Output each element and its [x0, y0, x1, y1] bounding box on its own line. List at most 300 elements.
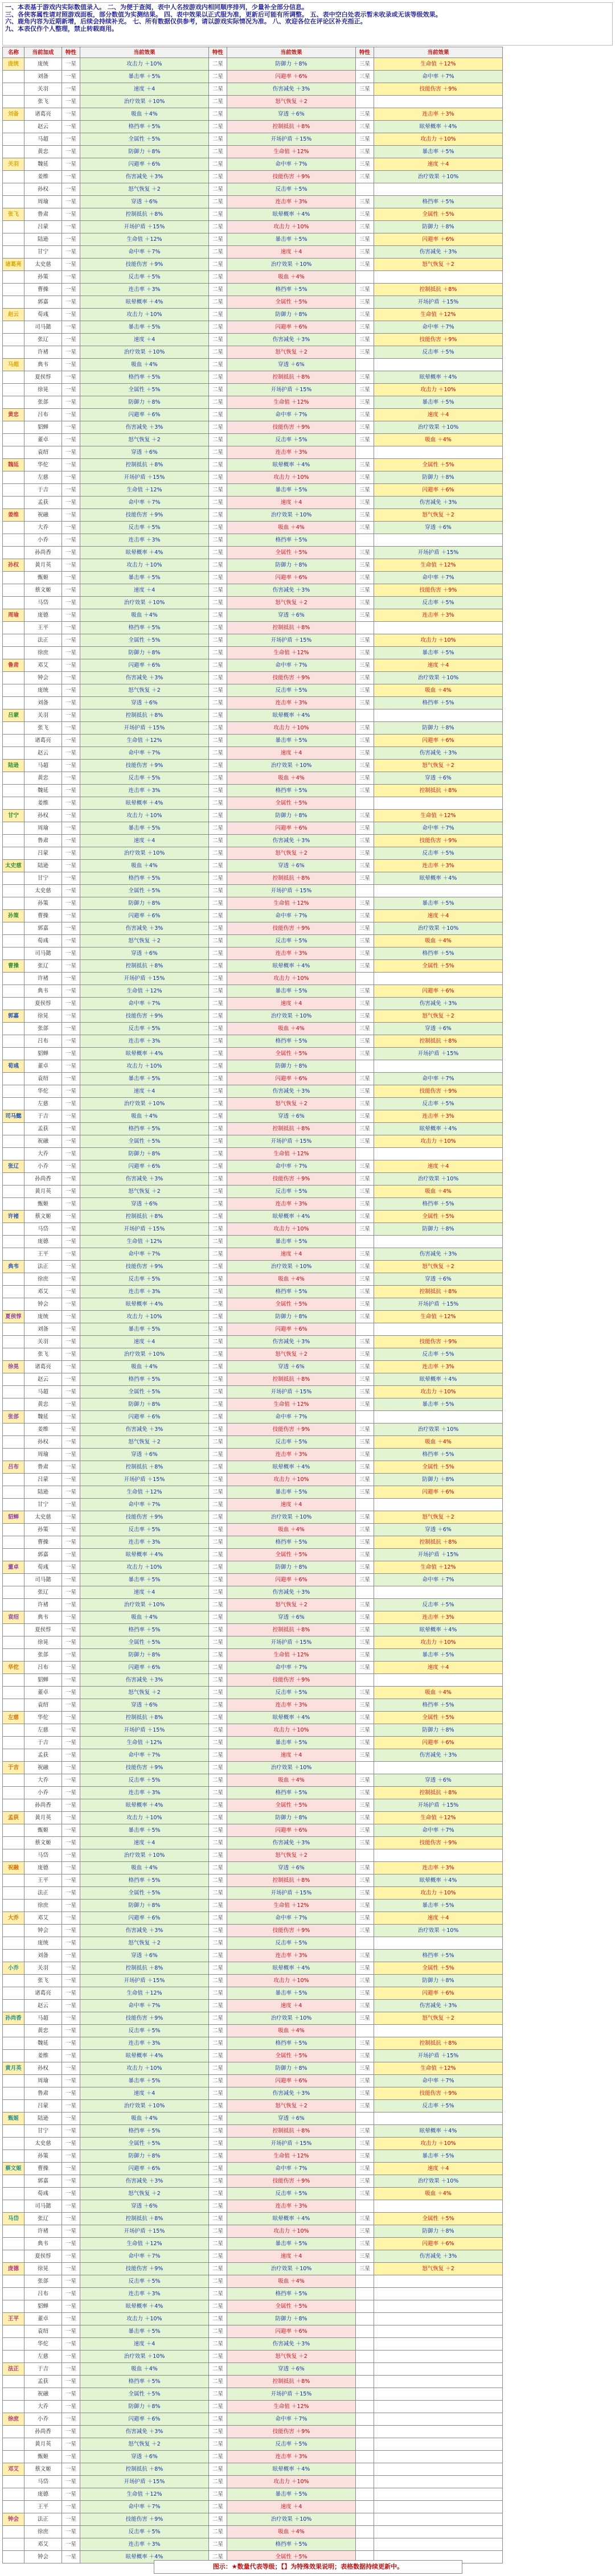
effect-cell: 暴击率 ＋5% — [227, 2488, 356, 2501]
effect-cell: 技能伤害 ＋9% — [374, 835, 503, 847]
effect-cell: 技能伤害 ＋9% — [374, 584, 503, 597]
row-spacer — [503, 1361, 613, 1373]
bonus-cell: 大乔 — [24, 1774, 62, 1787]
effect-cell: 穿透 ＋6% — [374, 522, 503, 534]
hero-name — [3, 2125, 24, 2138]
row-spacer — [503, 747, 613, 760]
trait-cell: 三星 — [356, 634, 374, 647]
effect-cell: 技能伤害 ＋9% — [80, 1261, 209, 1273]
trait-cell: 一星 — [62, 334, 80, 346]
hero-name — [3, 973, 24, 985]
trait-cell: 一星 — [62, 1123, 80, 1135]
bonus-cell: 徐晃 — [24, 1010, 62, 1023]
hero-name — [3, 371, 24, 384]
row-spacer — [503, 1975, 613, 1987]
trait-cell — [356, 2288, 374, 2300]
bonus-cell: 张飞 — [24, 1975, 62, 1987]
hero-name: 蔡文姬 — [3, 2163, 24, 2175]
row-spacer — [503, 910, 613, 922]
bonus-cell: 法正 — [24, 634, 62, 647]
row-spacer — [503, 371, 613, 384]
trait-cell: 一星 — [62, 1060, 80, 1073]
hero-name — [3, 2000, 24, 2012]
trait-cell: 一星 — [62, 2113, 80, 2125]
effect-cell: 怒气恢复 ＋2 — [80, 2438, 209, 2451]
effect-cell: 速度 ＋4 — [80, 1085, 209, 1098]
trait-cell: 二星 — [209, 2401, 227, 2413]
hero-name — [3, 1123, 24, 1135]
trait-cell: 一星 — [62, 2025, 80, 2037]
effect-cell: 怒气恢复 ＋2 — [227, 2351, 356, 2363]
effect-cell — [374, 2113, 503, 2125]
trait-cell: 二星 — [209, 396, 227, 409]
trait-cell: 三星 — [356, 1925, 374, 1937]
row-spacer — [503, 1787, 613, 1799]
trait-cell — [356, 2401, 374, 2413]
bonus-cell: 黄月英 — [24, 1186, 62, 1198]
effect-cell: 穿透 ＋6% — [227, 2113, 356, 2125]
hero-name — [3, 71, 24, 83]
hero-name — [3, 1887, 24, 1900]
bonus-cell: 袁绍 — [24, 446, 62, 459]
trait-cell: 三星 — [356, 1712, 374, 1724]
bonus-cell: 甄姬 — [24, 1824, 62, 1837]
table-row — [3, 822, 613, 835]
trait-cell: 三星 — [356, 1787, 374, 1799]
trait-cell: 二星 — [209, 1799, 227, 1812]
row-spacer — [503, 259, 613, 271]
bonus-cell: 曹操 — [24, 910, 62, 922]
effect-cell: 攻击力 ＋10% — [80, 1060, 209, 1073]
trait-cell — [356, 2200, 374, 2213]
table-row — [3, 2125, 613, 2138]
effect-cell: 反击率 ＋5% — [227, 1186, 356, 1198]
table-row — [3, 421, 613, 434]
effect-cell: 怒气恢复 ＋2 — [80, 183, 209, 196]
table-row — [3, 1536, 613, 1549]
table-row — [3, 609, 613, 622]
bonus-cell: 甄姬 — [24, 572, 62, 584]
row-spacer — [503, 1912, 613, 1925]
trait-cell: 二星 — [209, 2426, 227, 2438]
trait-cell: 二星 — [209, 271, 227, 284]
bonus-cell: 大乔 — [24, 2401, 62, 2413]
trait-cell: 二星 — [209, 885, 227, 897]
table-row — [3, 497, 613, 509]
hero-name: 司马懿 — [3, 1110, 24, 1123]
bonus-cell: 蔡文姬 — [24, 2463, 62, 2476]
trait-cell: 二星 — [209, 534, 227, 547]
trait-cell: 二星 — [209, 1223, 227, 1236]
trait-cell: 二星 — [209, 221, 227, 233]
effect-cell: 速度 ＋4 — [80, 835, 209, 847]
hero-name — [3, 622, 24, 634]
table-row — [3, 2037, 613, 2050]
row-spacer — [503, 446, 613, 459]
table-row — [3, 396, 613, 409]
effect-cell — [374, 709, 503, 722]
bonus-cell: 刘备 — [24, 1950, 62, 1962]
trait-cell: 三星 — [356, 1035, 374, 1048]
effect-cell: 暴击率 ＋5% — [227, 484, 356, 497]
effect-cell: 怒气恢复 ＋2 — [227, 1348, 356, 1361]
row-spacer — [503, 171, 613, 183]
table-row — [3, 1862, 613, 1874]
hero-name — [3, 2501, 24, 2513]
trait-cell: 三星 — [356, 108, 374, 121]
trait-cell: 二星 — [209, 1211, 227, 1223]
bonus-cell: 徐庶 — [24, 1900, 62, 1912]
trait-cell: 一星 — [62, 672, 80, 684]
trait-cell: 三星 — [356, 1048, 374, 1060]
effect-cell: 吸血 ＋4% — [374, 2188, 503, 2200]
effect-cell: 穿透 ＋6% — [227, 1110, 356, 1123]
effect-cell: 开场护盾 ＋15% — [374, 547, 503, 559]
row-spacer — [503, 509, 613, 522]
hero-name — [3, 2376, 24, 2388]
hero-name — [3, 1223, 24, 1236]
trait-cell: 二星 — [209, 2363, 227, 2376]
effect-cell: 眩晕概率 ＋4% — [80, 2050, 209, 2062]
trait-cell: 二星 — [209, 1098, 227, 1110]
effect-cell: 治疗效果 ＋10% — [374, 2175, 503, 2188]
effect-cell: 治疗效果 ＋10% — [227, 1511, 356, 1524]
trait-cell: 二星 — [209, 1436, 227, 1449]
effect-cell: 攻击力 ＋10% — [227, 221, 356, 233]
effect-cell: 速度 ＋4 — [80, 1837, 209, 1849]
effect-cell: 技能伤害 ＋9% — [227, 1424, 356, 1436]
trait-cell: 二星 — [209, 1474, 227, 1486]
trait-cell: 二星 — [209, 2125, 227, 2138]
trait-cell: 三星 — [356, 547, 374, 559]
trait-cell: 三星 — [356, 146, 374, 158]
trait-cell: 三星 — [356, 2050, 374, 2062]
trait-cell: 二星 — [209, 910, 227, 922]
effect-cell: 控制抵抗 ＋8% — [374, 2037, 503, 2050]
hero-name — [3, 847, 24, 860]
bonus-cell: 姜维 — [24, 171, 62, 183]
row-spacer — [503, 2238, 613, 2250]
hero-name — [3, 1436, 24, 1449]
effect-cell: 伤害减免 ＋3% — [227, 584, 356, 597]
trait-cell: 二星 — [209, 998, 227, 1010]
row-spacer — [503, 2037, 613, 2050]
hero-name — [3, 334, 24, 346]
effect-cell: 眩晕概率 ＋4% — [80, 296, 209, 309]
table-row — [3, 133, 613, 146]
trait-cell: 二星 — [209, 1148, 227, 1160]
hero-name — [3, 1035, 24, 1048]
row-spacer — [503, 1060, 613, 1073]
trait-cell: 三星 — [356, 1987, 374, 2000]
trait-cell: 二星 — [209, 1123, 227, 1135]
effect-cell: 眩晕概率 ＋4% — [374, 121, 503, 133]
effect-cell: 开场护盾 ＋15% — [80, 1474, 209, 1486]
effect-cell: 全属性 ＋5% — [80, 2138, 209, 2150]
trait-cell: 三星 — [356, 835, 374, 847]
effect-cell: 全属性 ＋5% — [227, 797, 356, 810]
effect-cell: 穿透 ＋6% — [227, 860, 356, 872]
table-row — [3, 2288, 613, 2300]
trait-cell: 二星 — [209, 2213, 227, 2225]
bonus-cell: 庞统 — [24, 684, 62, 697]
effect-cell: 闪避率 ＋6% — [227, 1323, 356, 1336]
table-row — [3, 735, 613, 747]
trait-cell: 一星 — [62, 1148, 80, 1160]
effect-cell — [374, 2426, 503, 2438]
effect-cell — [374, 183, 503, 196]
effect-cell — [374, 1849, 503, 1862]
effect-cell: 防御力 ＋8% — [374, 1724, 503, 1737]
table-row — [3, 384, 613, 396]
hero-name — [3, 1624, 24, 1636]
row-spacer — [503, 597, 613, 609]
trait-cell: 三星 — [356, 1123, 374, 1135]
table-row — [3, 872, 613, 885]
effect-cell: 命中率 ＋7% — [227, 158, 356, 171]
row-spacer — [503, 1950, 613, 1962]
effect-cell: 防御力 ＋8% — [227, 2313, 356, 2325]
row-spacer — [503, 922, 613, 935]
trait-cell: 二星 — [209, 1361, 227, 1373]
effect-cell: 全属性 ＋5% — [227, 1048, 356, 1060]
trait-cell: 三星 — [356, 259, 374, 271]
effect-cell: 控制抵抗 ＋8% — [227, 371, 356, 384]
trait-cell: 二星 — [209, 622, 227, 634]
hero-name — [3, 2488, 24, 2501]
bonus-cell: 孙权 — [24, 810, 62, 822]
effect-cell: 治疗效果 ＋10% — [80, 1599, 209, 1611]
trait-cell: 三星 — [356, 2087, 374, 2100]
bonus-cell: 貂蝉 — [24, 421, 62, 434]
trait-cell: 三星 — [356, 2012, 374, 2025]
effect-cell: 生命值 ＋12% — [374, 1812, 503, 1824]
effect-cell: 怒气恢复 ＋2 — [227, 96, 356, 108]
hero-name: 钟会 — [3, 2513, 24, 2526]
trait-cell: 一星 — [62, 1361, 80, 1373]
trait-cell: 三星 — [356, 2138, 374, 2150]
hero-name — [3, 1273, 24, 1286]
row-spacer — [503, 835, 613, 847]
table-row — [3, 1198, 613, 1211]
hero-name — [3, 1649, 24, 1662]
trait-cell: 一星 — [62, 2012, 80, 2025]
table-row — [3, 2363, 613, 2376]
effect-cell: 治疗效果 ＋10% — [227, 2513, 356, 2526]
row-spacer — [503, 1586, 613, 1599]
trait-cell: 三星 — [356, 221, 374, 233]
header-effect-3: 当前效果 — [374, 47, 503, 58]
trait-cell: 二星 — [209, 1411, 227, 1424]
trait-cell: 一星 — [62, 1937, 80, 1950]
trait-cell: 二星 — [209, 1674, 227, 1687]
hero-name — [3, 2551, 24, 2563]
trait-cell: 二星 — [209, 1837, 227, 1849]
trait-cell: 二星 — [209, 208, 227, 221]
effect-cell: 开场护盾 ＋15% — [227, 1636, 356, 1649]
trait-cell — [356, 2275, 374, 2288]
effect-cell: 控制抵抗 ＋8% — [80, 709, 209, 722]
table-row — [3, 1749, 613, 1762]
hero-name — [3, 1386, 24, 1398]
row-spacer — [503, 1223, 613, 1236]
table-row — [3, 1511, 613, 1524]
row-spacer — [503, 2100, 613, 2113]
trait-cell: 三星 — [356, 1198, 374, 1211]
effect-cell: 怒气恢复 ＋2 — [227, 847, 356, 860]
bonus-cell: 许褚 — [24, 973, 62, 985]
effect-cell: 闪避率 ＋6% — [374, 985, 503, 998]
trait-cell: 三星 — [356, 1373, 374, 1386]
trait-cell: 一星 — [62, 1749, 80, 1762]
effect-cell: 穿透 ＋6% — [80, 697, 209, 709]
row-spacer — [503, 985, 613, 998]
effect-cell: 命中率 ＋7% — [227, 910, 356, 922]
table-row — [3, 2351, 613, 2363]
hero-name — [3, 1023, 24, 1035]
trait-cell: 一星 — [62, 1636, 80, 1649]
trait-cell: 一星 — [62, 1950, 80, 1962]
table-row — [3, 1662, 613, 1674]
bonus-cell: 夏侯惇 — [24, 1624, 62, 1636]
trait-cell: 一星 — [62, 2538, 80, 2551]
trait-cell — [356, 2313, 374, 2325]
effect-cell: 穿透 ＋6% — [227, 609, 356, 622]
trait-cell: 一星 — [62, 133, 80, 146]
table-row — [3, 233, 613, 246]
effect-cell: 防御力 ＋8% — [80, 2401, 209, 2413]
trait-cell: 一星 — [62, 1599, 80, 1611]
trait-cell: 一星 — [62, 1436, 80, 1449]
bonus-cell: 郭嘉 — [24, 296, 62, 309]
table-row — [3, 1900, 613, 1912]
row-spacer — [503, 1173, 613, 1186]
trait-cell: 二星 — [209, 2338, 227, 2351]
effect-cell: 吸血 ＋4% — [374, 684, 503, 697]
effect-cell: 穿透 ＋6% — [374, 1023, 503, 1035]
trait-cell: 一星 — [62, 1900, 80, 1912]
trait-cell: 二星 — [209, 1135, 227, 1148]
effect-cell: 吸血 ＋4% — [80, 1862, 209, 1874]
trait-cell: 一星 — [62, 309, 80, 321]
bonus-cell: 黄忠 — [24, 146, 62, 158]
table-row — [3, 584, 613, 597]
row-spacer — [503, 396, 613, 409]
trait-cell — [356, 2025, 374, 2037]
trait-cell: 二星 — [209, 1987, 227, 2000]
trait-cell: 一星 — [62, 1449, 80, 1461]
row-spacer — [503, 108, 613, 121]
effect-cell: 怒气恢复 ＋2 — [227, 1849, 356, 1862]
effect-cell: 伤害减免 ＋3% — [374, 1749, 503, 1762]
bonus-cell: 华佗 — [24, 1712, 62, 1724]
effect-cell — [374, 2200, 503, 2213]
effect-cell: 技能伤害 ＋9% — [374, 2087, 503, 2100]
row-spacer — [503, 1135, 613, 1148]
trait-cell — [356, 1586, 374, 1599]
effect-cell — [374, 2463, 503, 2476]
trait-cell: 一星 — [62, 634, 80, 647]
effect-cell: 攻击力 ＋10% — [374, 634, 503, 647]
hero-name — [3, 1248, 24, 1261]
effect-cell: 攻击力 ＋10% — [227, 1474, 356, 1486]
bonus-cell: 关羽 — [24, 709, 62, 722]
hero-name — [3, 1849, 24, 1862]
hero-name: 徐庶 — [3, 2413, 24, 2426]
bonus-cell: 荀彧 — [24, 1561, 62, 1574]
effect-cell — [374, 96, 503, 108]
trait-cell: 一星 — [62, 947, 80, 960]
trait-cell: 二星 — [209, 2150, 227, 2163]
row-spacer — [503, 935, 613, 947]
hero-name — [3, 2175, 24, 2188]
trait-cell: 一星 — [62, 1186, 80, 1198]
table-row — [3, 534, 613, 547]
table-row — [3, 334, 613, 346]
table-row — [3, 2438, 613, 2451]
trait-cell: 二星 — [209, 1085, 227, 1098]
trait-cell: 二星 — [209, 1023, 227, 1035]
hero-name — [3, 947, 24, 960]
trait-cell: 三星 — [356, 722, 374, 735]
effect-cell: 反击率 ＋5% — [227, 2188, 356, 2200]
effect-cell: 暴击率 ＋5% — [80, 1824, 209, 1837]
trait-cell: 一星 — [62, 1849, 80, 1862]
effect-cell: 生命值 ＋12% — [227, 897, 356, 910]
table-row — [3, 321, 613, 334]
table-row — [3, 284, 613, 296]
effect-cell — [374, 1236, 503, 1248]
trait-cell: 三星 — [356, 785, 374, 797]
effect-cell: 暴击率 ＋5% — [374, 647, 503, 659]
bonus-cell: 黄忠 — [24, 772, 62, 785]
effect-cell: 开场护盾 ＋15% — [374, 1549, 503, 1561]
bonus-cell: 马岱 — [24, 1223, 62, 1236]
trait-cell: 一星 — [62, 1336, 80, 1348]
effect-cell: 全属性 ＋5% — [227, 1298, 356, 1311]
table-row — [3, 2238, 613, 2250]
row-spacer — [503, 1261, 613, 1273]
trait-cell: 二星 — [209, 1787, 227, 1799]
trait-cell: 一星 — [62, 1724, 80, 1737]
table-row — [3, 1724, 613, 1737]
bonus-cell: 马超 — [24, 1386, 62, 1398]
trait-cell: 三星 — [356, 1887, 374, 1900]
table-row — [3, 2263, 613, 2275]
row-spacer — [503, 1436, 613, 1449]
hero-name — [3, 1135, 24, 1148]
effect-cell: 格挡率 ＋5% — [374, 947, 503, 960]
trait-cell: 二星 — [209, 1160, 227, 1173]
header-effect-1: 当前效果 — [80, 47, 209, 58]
effect-cell: 格挡率 ＋5% — [80, 121, 209, 133]
table-row — [3, 1837, 613, 1849]
trait-cell: 一星 — [62, 1687, 80, 1699]
trait-cell: 一星 — [62, 1023, 80, 1035]
bonus-cell: 徐晃 — [24, 1636, 62, 1649]
table-row — [3, 522, 613, 534]
trait-cell: 二星 — [209, 922, 227, 935]
hero-name — [3, 321, 24, 334]
row-spacer — [503, 584, 613, 597]
effect-cell: 反击率 ＋5% — [227, 684, 356, 697]
effect-cell: 闪避率 ＋6% — [374, 1486, 503, 1499]
effect-cell: 暴击率 ＋5% — [227, 1737, 356, 1749]
bonus-cell: 吕布 — [24, 1662, 62, 1674]
effect-cell: 生命值 ＋12% — [374, 810, 503, 822]
effect-cell: 全属性 ＋5% — [374, 960, 503, 973]
hero-name: 袁绍 — [3, 1611, 24, 1624]
